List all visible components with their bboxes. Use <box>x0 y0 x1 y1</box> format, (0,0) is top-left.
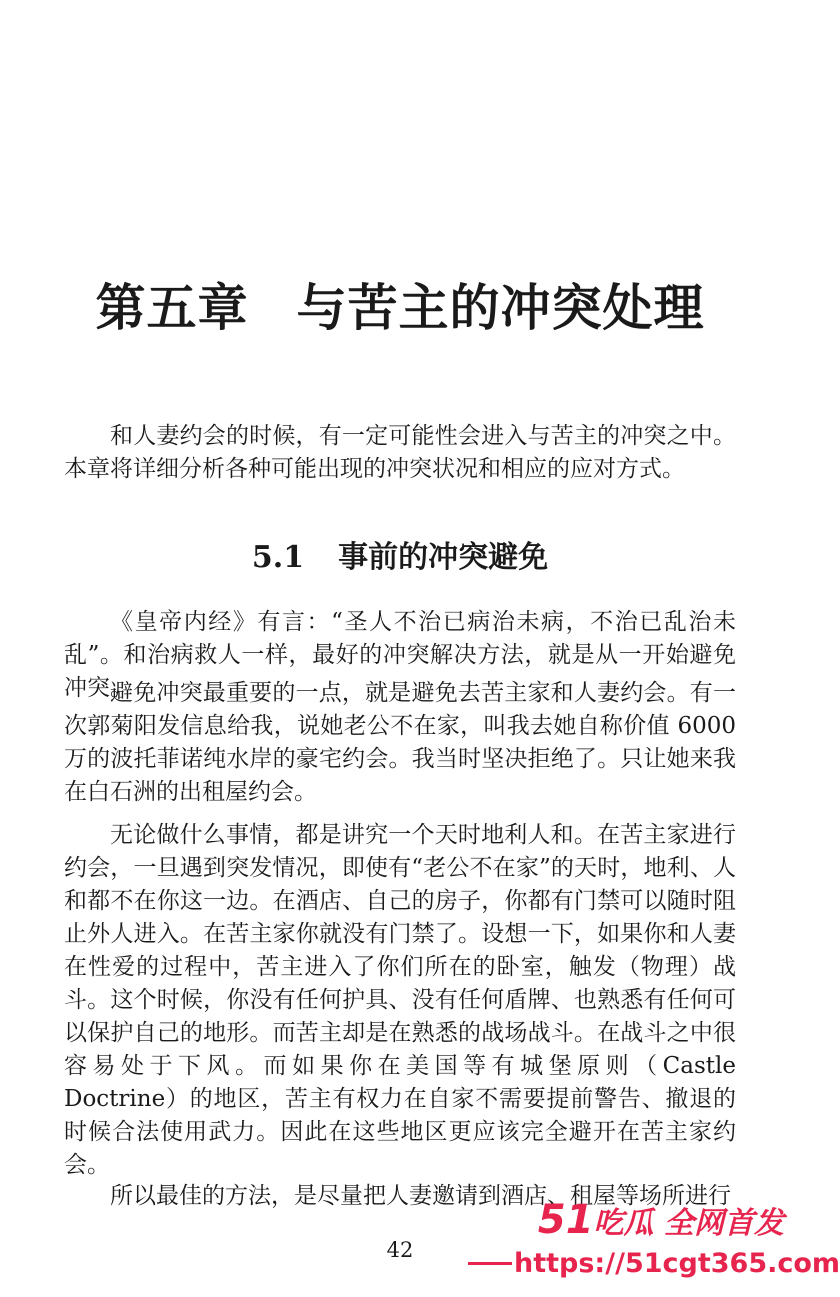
body-paragraph-4: 所以最佳的方法，是尽量把人妻邀请到酒店、租屋等场所进行 <box>110 1183 731 1209</box>
watermark-brand <box>492 1197 792 1244</box>
watermark-brand-number: 51 <box>537 1197 594 1243</box>
section-name: 事前的冲突避免 <box>338 540 549 575</box>
watermark-url: https://51cgt365.com <box>492 1244 840 1284</box>
body-paragraph-2: 避免冲突最重要的一点，就是避免去苦主家和人妻约会。有一次郭菊阳发信息给我，说她老公不在家，叫我去她自称价值 6000 万的波托菲诺纯水岸的豪宅约会。我当时坚决拒绝了。只让她来我在白石洲的出租屋约会。 <box>64 680 736 805</box>
chapter-name: 与苦主的冲突处理 <box>296 279 705 337</box>
page-number: 42 <box>386 1238 414 1262</box>
intro-paragraph: 和人妻约会的时候，有一定可能性会进入与苦主的冲突之中。本章将详细分析各种可能出现的冲突状况和相应的应对方式。 <box>64 423 736 482</box>
chapter-number: 第五章 <box>95 279 249 337</box>
section-number: 5.1 <box>251 540 305 575</box>
watermark <box>492 1197 840 1290</box>
body-paragraph-3: 无论做什么事情，都是讲究一个天时地利人和。在苦主家进行约会，一旦遇到突发情况，即使有“老公不在家”的天时，地利、人和都不在你这一边。在酒店、自己的房子，你都有门禁可以随时阻止外人进入。在苦主家你就没有门禁了。设想一下，如果你和人妻在性爱的过程中，苦主进入了你们所在的卧室，触发（物理）战斗。这个时候，你没有任何护具、没有任何盾牌、也熟悉有任何可以保护自己的地形。而苦主却是在熟悉的战场战斗。在战斗之中很容易处于下风。而如果你在美国等有城堡原则（Castle Doctrine）的地区，苦主有权力在自家不需要提前警告、撤退的时候合法使用武力。因此在这些地区更应该完全避开在苦主家约会。 <box>64 822 736 1178</box>
body-paragraph-1: 《皇帝内经》有言：“圣人不治已病治未病，不治已乱治未乱”。和治病救人一样，最好的冲突解决方法，就是从一开始避免冲突。 <box>64 609 736 701</box>
watermark-brand-text: 吃瓜 全网首发 <box>593 1206 784 1241</box>
section-title <box>0 532 800 576</box>
chapter-title <box>0 268 800 340</box>
